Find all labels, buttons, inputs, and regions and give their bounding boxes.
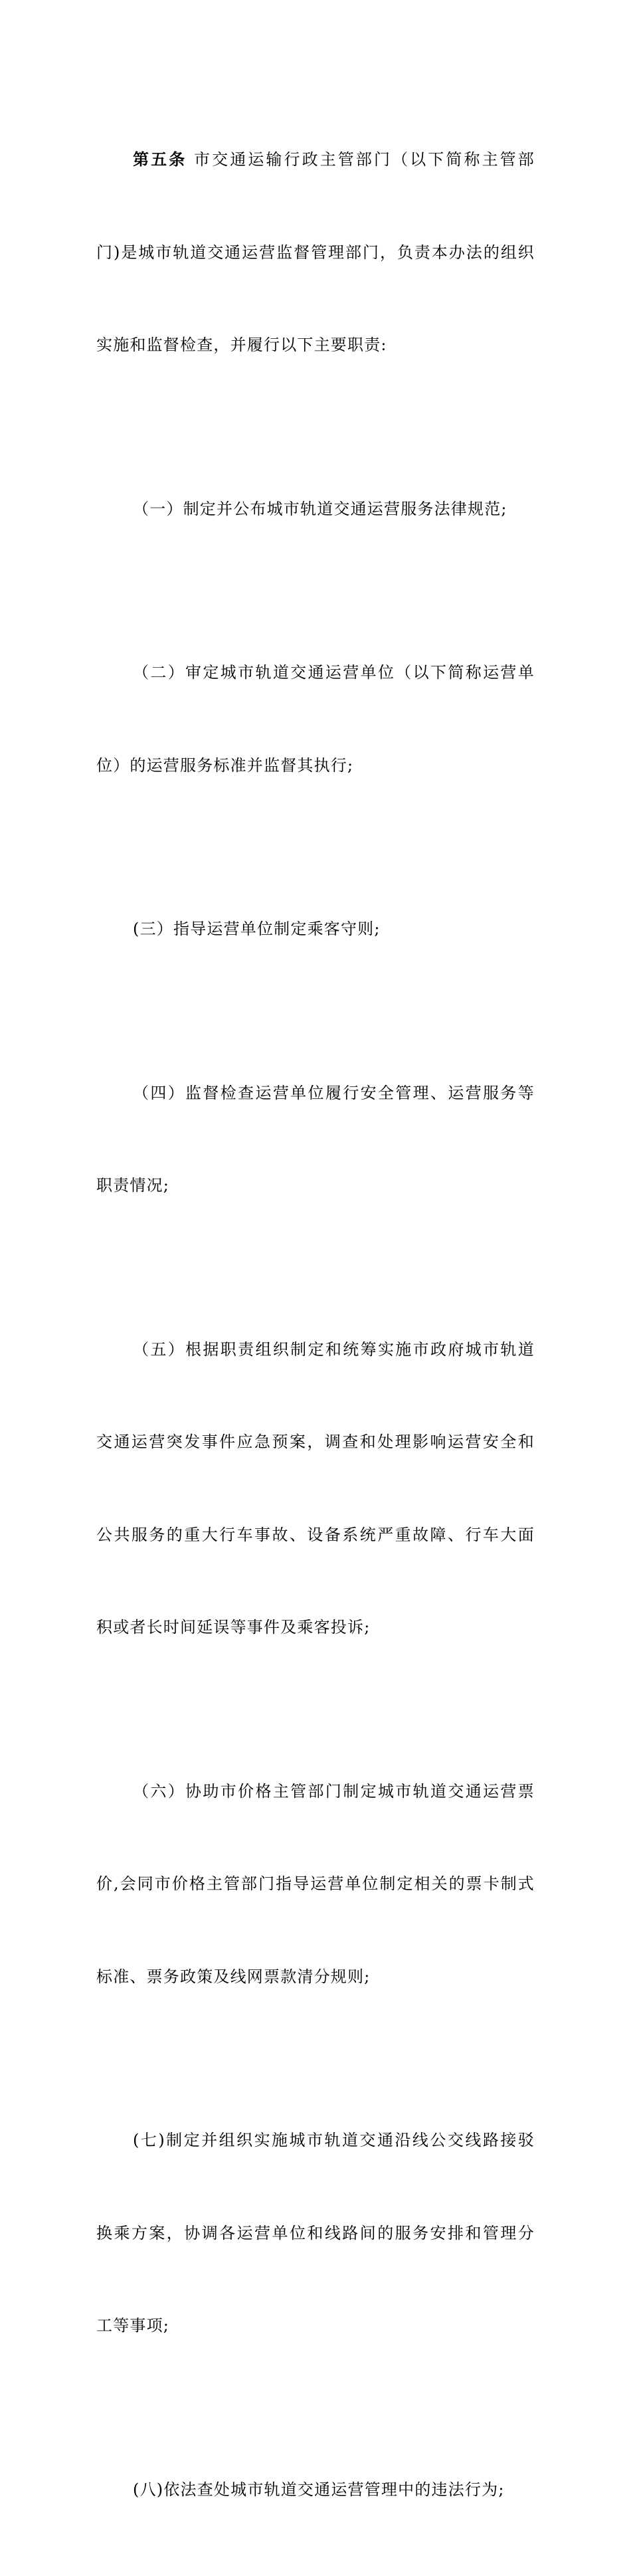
list-item-1 (96, 432, 535, 587)
item-text-line: 职责情况; (96, 1176, 170, 1195)
list-item-2 (96, 595, 535, 842)
item-text-line: 换乘方案，协调各运营单位和线路间的服务安排和管理分 (96, 2223, 535, 2242)
item-text-line: 价,会同市价格主管部门指导运营单位制定相关的票卡制式 (96, 1874, 535, 1893)
item-text-line: 交通运营突发事件应急预案，调查和处理影响运营安全和 (96, 1433, 535, 1451)
list-item-5 (96, 1272, 535, 1705)
article-text-line: 门)是城市轨道交通运营监督管理部门，负责本办法的组织 (96, 243, 535, 262)
list-item-6 (96, 1714, 535, 2054)
item-text-line: （二）审定城市轨道交通运营单位（以下简称运营单 (133, 663, 535, 682)
item-text-line: 公共服务的重大行车事故、设备系统严重故障、行车大面 (96, 1525, 535, 1544)
article-first-line (96, 144, 535, 175)
item-text-line: (七)制定并组织实施城市轨道交通沿线公交线路接驳 (133, 2131, 535, 2149)
list-item-7 (96, 2063, 535, 2403)
item-text-line: (三）指导运营单位制定乘客守则; (133, 920, 381, 938)
article-label: 第五条 (133, 149, 187, 169)
article-paragraph (96, 82, 535, 423)
item-text-line: 工等事项; (96, 2316, 170, 2335)
item-text-line: （五）根据职责组织制定和统筹实施市政府城市轨道 (133, 1339, 535, 1359)
item-text-line: 位）的运营服务标准并监督其执行; (96, 755, 354, 775)
item-text-line: （四）监督检查运营单位履行安全管理、运营服务等 (133, 1083, 535, 1102)
document-page (96, 82, 535, 2576)
article-text-line: 市交通运输行政主管部门（以下简称主管部 (187, 150, 535, 169)
item-text-line: 积或者长时间延误等事件及乘客投诉; (96, 1618, 371, 1636)
list-item-8 (96, 2413, 535, 2567)
list-item-4 (96, 1016, 535, 1263)
item-text-line: 标准、票务政策及线网票款清分规则; (96, 1967, 371, 1986)
article-text-line: 实施和监督检查，并履行以下主要职责: (96, 336, 387, 354)
list-item-3 (96, 852, 535, 1007)
item-text-line: （六）协助市价格主管部门制定城市轨道交通运营票 (133, 1781, 535, 1801)
item-text-line: （一）制定并公布城市轨道交通运营服务法律规范; (133, 499, 507, 518)
item-text-line: (八)依法查处城市轨道交通运营管理中的违法行为; (133, 2480, 505, 2499)
